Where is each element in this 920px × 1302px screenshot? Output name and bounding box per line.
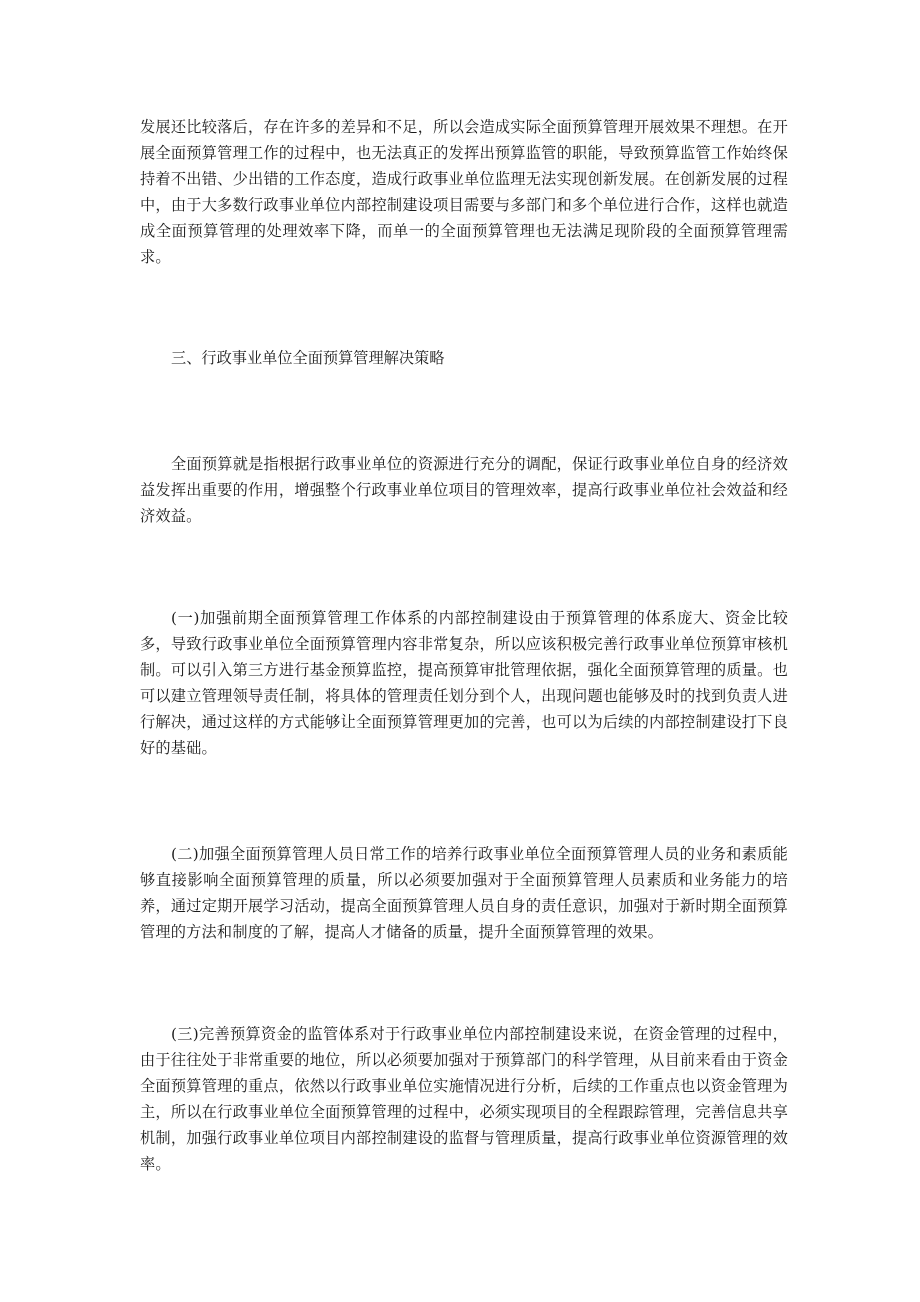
section-heading: 三、行政事业单位全面预算管理解决策略 bbox=[171, 349, 445, 367]
paragraph-overview: 全面预算就是指根据行政事业单位的资源进行充分的调配，保证行政事业单位自身的经济效益发挥出重要的作用，增强整个行政事业单位项目的管理效率，提高行政事业单位社会效益和经济效益。 bbox=[140, 455, 788, 525]
paragraph-strategy-2: (二)加强全面预算管理人员日常工作的培养行政事业单位全面预算管理人员的业务和素质能够直接影响全面预算管理的质量，所以必须要加强对于全面预算管理人员素质和业务能力的培养，通过定期开展学习活动，提高全面预算管理人员自身的责任意识，加强对于新时期全面预算管理的方法和制度的了解，提高人才储备的质量，提升全面预算管理的效果。 bbox=[140, 845, 788, 941]
paragraph-continuation: 发展还比较落后，存在许多的差异和不足，所以会造成实际全面预算管理开展效果不理想。在开展全面预算管理工作的过程中，也无法真正的发挥出预算监管的职能，导致预算监管工作始终保持着不出错、少出错的工作态度，造成行政事业单位监理无法实现创新发展。在创新发展的过程中，由于大多数行政事业单位内部控制建设项目需要与多部门和多个单位进行合作，这样也就造成全面预算管理的处理效率下降，而单一的全面预算管理也无法满足现阶段的全面预算管理需求。 bbox=[140, 118, 788, 266]
paragraph-strategy-3: (三)完善预算资金的监管体系对于行政事业单位内部控制建设来说，在资金管理的过程中，由于往往处于非常重要的地位，所以必须要加强对于预算部门的科学管理，从目前来看由于资金全面预算管理的重点，依然以行政事业单位实施情况进行分析，后续的工作重点也以资金管理为主，所以在行政事业单位全面预算管理的过程中，必须实现项目的全程跟踪管理，完善信息共享机制，加强行政事业单位项目内部控制建设的监督与管理质量，提高行政事业单位资源管理的效率。 bbox=[140, 1025, 788, 1173]
paragraph-strategy-1: (一)加强前期全面预算管理工作体系的内部控制建设由于预算管理的体系庞大、资金比较多，导致行政事业单位全面预算管理内容非常复杂，所以应该积极完善行政事业单位预算审核机制。可以引入第三方进行基金预算监控，提高预算审批管理依据，强化全面预算管理的质量。也可以建立管理领导责任制，将具体的管理责任划分到个人，出现问题也能够及时的找到负责人进行解决，通过这样的方式能够让全面预算管理更加的完善，也可以为后续的内部控制建设打下良好的基础。 bbox=[140, 609, 788, 757]
